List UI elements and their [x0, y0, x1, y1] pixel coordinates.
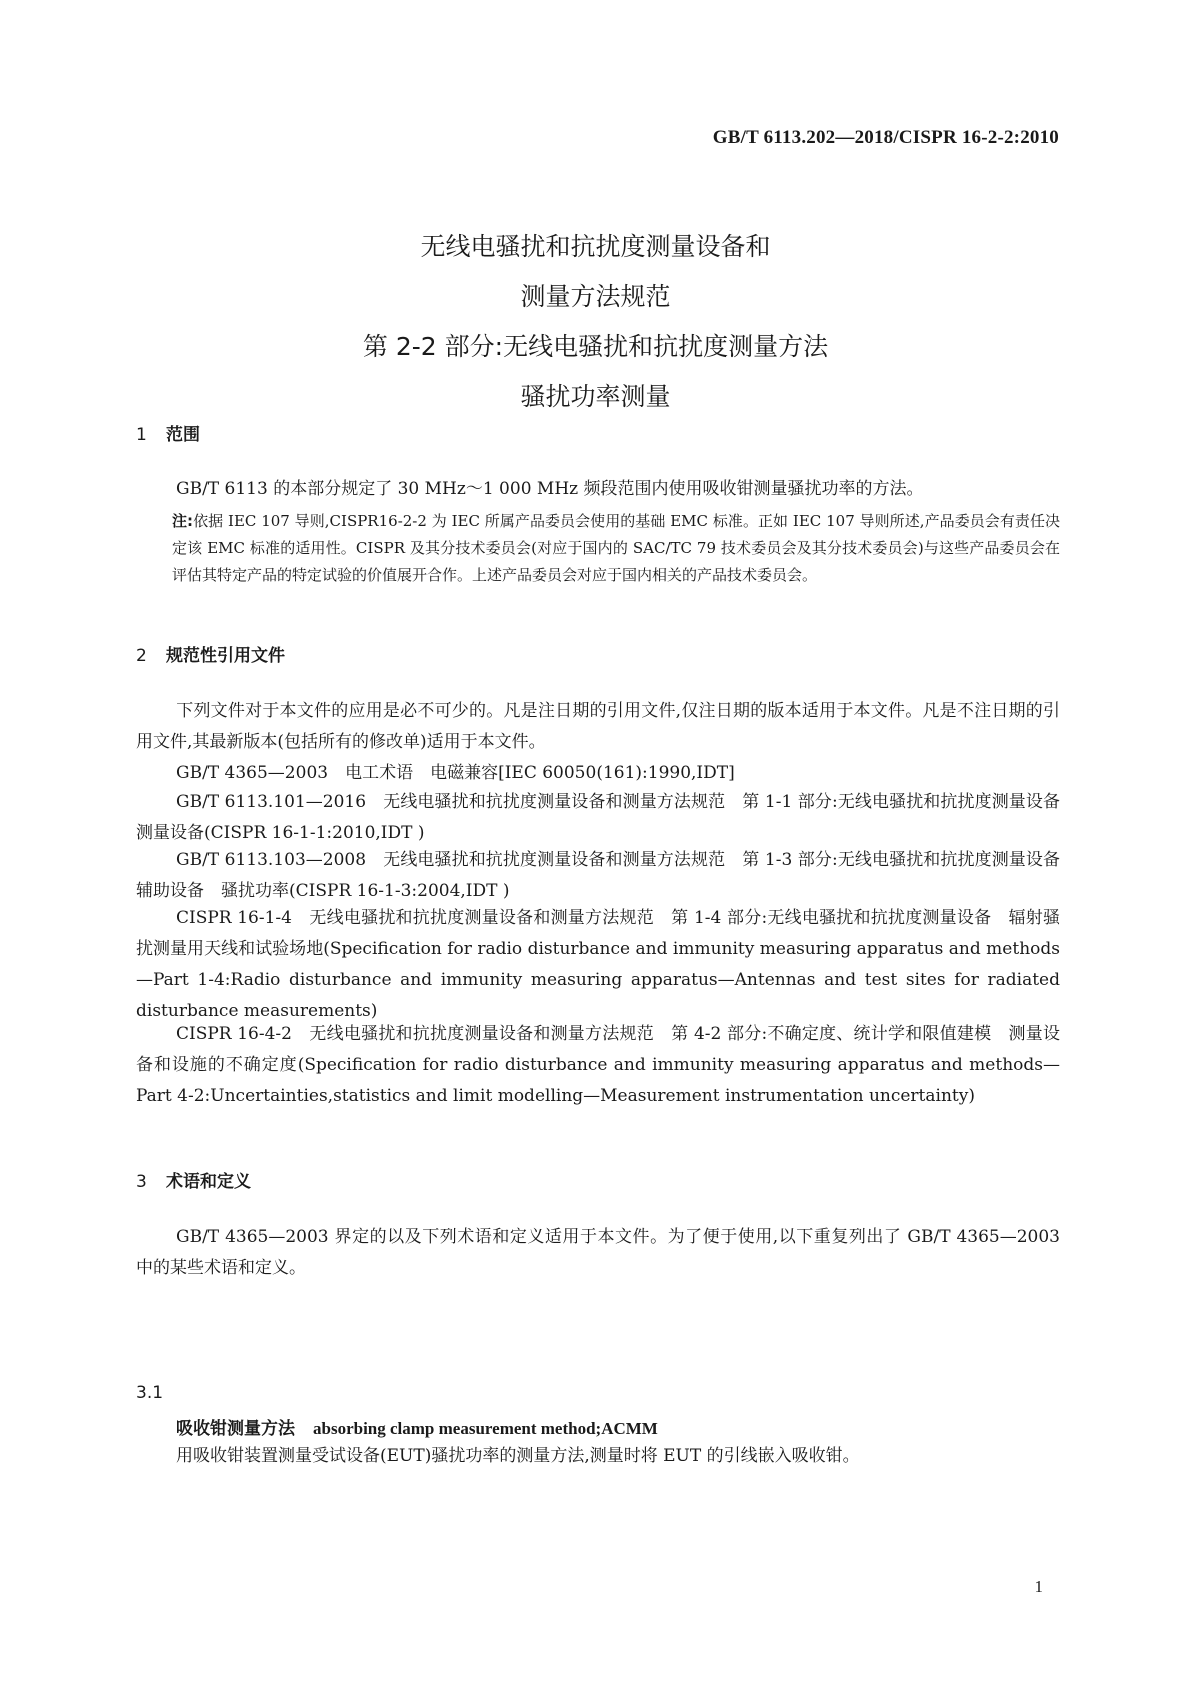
title-line-2: 测量方法规范: [520, 282, 671, 311]
section-1-paragraph: GB/T 6113 的本部分规定了 30 MHz～1 000 MHz 频段范围内使用吸收钳测量骚扰功率的方法。: [176, 479, 924, 499]
section-2-intro: 下列文件对于本文件的应用是必不可少的。凡是注日期的引用文件,仅注日期的版本适用于本文件。凡是不注日期的引用文件,其最新版本(包括所有的修改单)适用于本文件。: [136, 701, 1060, 752]
section-2-heading: [136, 641, 285, 666]
section-1-heading: [136, 420, 200, 445]
standard-number: GB/T 6113.202—2018/CISPR 16-2-2:2010: [712, 127, 1059, 148]
reference-item: CISPR 16-1-4 无线电骚扰和抗扰度测量设备和测量方法规范 第 1-4 部分:无线电骚扰和抗扰度测量设备 辐射骚扰测量用天线和试验场地(Specification for radio disturbance and immunity measuring apparatus and methods—Part 1-4:Radio disturbance and immunity measuring apparatus—Antennas and test sites for radiated disturbance measurements): [136, 908, 1060, 1021]
section-title: 术语和定义: [166, 1172, 251, 1192]
reference-item: CISPR 16-4-2 无线电骚扰和抗扰度测量设备和测量方法规范 第 4-2 部分:不确定度、统计学和限值建模 测量设备和设施的不确定度(Specification for radio disturbance and immunity measuring apparatus and methods—Part 4-2:Uncertainties,statistics and limit modelling—Measurement instrumentation uncertainty): [136, 1024, 1060, 1106]
title-line-3: 第 2-2 部分:无线电骚扰和抗扰度测量方法: [362, 332, 829, 361]
section-number: 1: [136, 425, 147, 445]
page-number: 1: [1034, 1577, 1043, 1596]
term-number: 3.1: [136, 1383, 164, 1403]
term-english: absorbing clamp measurement method;ACMM: [313, 1419, 658, 1438]
reference-item: GB/T 4365—2003 电工术语 电磁兼容[IEC 60050(161):1990,IDT]: [176, 763, 735, 783]
section-title: 规范性引用文件: [166, 646, 285, 666]
section-1-note: [172, 508, 1060, 589]
section-number: 2: [136, 646, 147, 666]
section-number: 3: [136, 1172, 147, 1192]
section-title: 范围: [166, 425, 200, 445]
document-title: [0, 222, 1191, 422]
section-3-intro: GB/T 4365—2003 界定的以及下列术语和定义适用于本文件。为了便于使用,以下重复列出了 GB/T 4365—2003 中的某些术语和定义。: [136, 1227, 1060, 1278]
term-definition: 用吸收钳装置测量受试设备(EUT)骚扰功率的测量方法,测量时将 EUT 的引线嵌入吸收钳。: [176, 1446, 860, 1466]
reference-item: GB/T 6113.101—2016 无线电骚扰和抗扰度测量设备和测量方法规范 第 1-1 部分:无线电骚扰和抗扰度测量设备 测量设备(CISPR 16-1-1:2010,IDT ): [136, 792, 1077, 843]
reference-item: GB/T 6113.103—2008 无线电骚扰和抗扰度测量设备和测量方法规范 第 1-3 部分:无线电骚扰和抗扰度测量设备 辅助设备 骚扰功率(CISPR 16-1-3:2004,IDT ): [136, 850, 1077, 901]
note-text: 依据 IEC 107 导则,CISPR16-2-2 为 IEC 所属产品委员会使用的基础 EMC 标准。正如 IEC 107 导则所述,产品委员会有责任决定该 EMC 标准的适用性。CISPR 及其分技术委员会(对应于国内的 SAC/TC 79 技术委员会及其分技术委员会)与这些产品委员会在评估其特定产品的特定试验的价值展开合作。上述产品委员会对应于国内相关的产品技术委员会。: [172, 512, 1061, 584]
term-heading: [176, 1414, 658, 1439]
title-line-4: 骚扰功率测量: [520, 382, 671, 411]
note-label: 注:: [172, 512, 194, 530]
title-line-1: 无线电骚扰和抗扰度测量设备和: [420, 232, 771, 261]
section-3-heading: [136, 1167, 251, 1192]
term-chinese: 吸收钳测量方法: [176, 1419, 295, 1439]
